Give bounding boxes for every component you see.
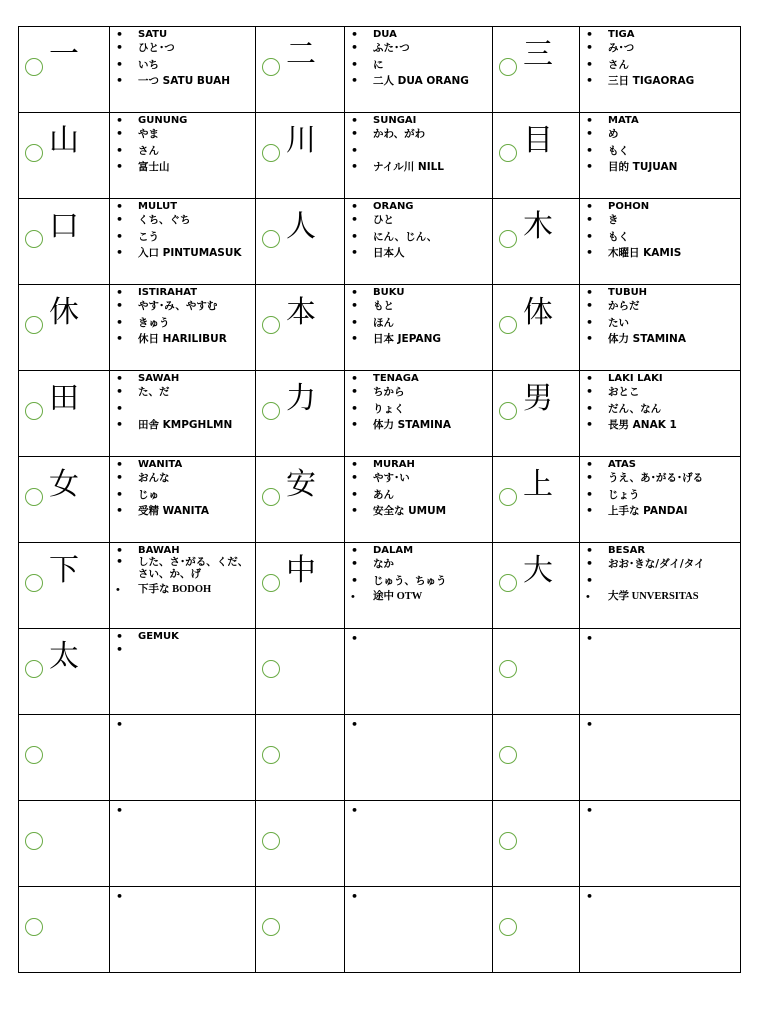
kanji-cell: [256, 457, 345, 543]
notes-cell: [580, 113, 741, 199]
meaning-text: [373, 889, 490, 906]
notes-list: [345, 715, 492, 734]
reading-text: • ひと･つ: [138, 40, 253, 57]
reading-text: • じょう: [608, 487, 738, 504]
reading-text: • じゅう、ちゅう: [373, 573, 490, 590]
kanji-character: 目: [523, 123, 553, 158]
meaning-text: [373, 803, 490, 820]
meaning-text: • TUBUH: [608, 287, 738, 298]
checkbox-circle-icon[interactable]: [25, 746, 43, 764]
reading-text: • 受精 WANITA: [138, 503, 253, 520]
checkbox-circle-icon[interactable]: [499, 316, 517, 334]
notes-list: [345, 629, 492, 648]
meaning-text: [138, 889, 253, 906]
notes-list: [580, 199, 740, 262]
notes-list: [580, 113, 740, 176]
kanji-cell: [256, 801, 345, 887]
reading-text: • いち: [138, 57, 253, 74]
kanji-character: 力: [286, 381, 316, 416]
reading-text: • 二人 DUA ORANG: [373, 73, 490, 90]
notes-cell: [110, 715, 256, 801]
notes-cell: [110, 285, 256, 371]
meaning-text: [138, 717, 253, 734]
kanji-cell: [256, 715, 345, 801]
reading-text: • 入口 PINTUMASUK: [138, 245, 253, 262]
meaning-text: • TIGA: [608, 29, 738, 40]
meaning-text: • BAWAH: [138, 545, 253, 556]
reading-text: • きゅう: [138, 315, 253, 332]
checkbox-circle-icon[interactable]: [499, 230, 517, 248]
meaning-text: • MURAH: [373, 459, 490, 470]
notes-cell: [580, 629, 741, 715]
checkbox-circle-icon[interactable]: [499, 918, 517, 936]
kanji-cell: [256, 199, 345, 285]
notes-cell: [345, 199, 493, 285]
reading-text: • おんな: [138, 470, 253, 487]
reading-text: • やす･み、やすむ: [138, 298, 253, 315]
reading-text: • 田舎 KMPGHLMN: [138, 417, 253, 434]
checkbox-circle-icon[interactable]: [25, 58, 43, 76]
notes-cell: [110, 887, 256, 973]
kanji-cell: [493, 371, 580, 457]
notes-cell: [345, 27, 493, 113]
notes-list: [110, 371, 255, 434]
notes-cell: [345, 457, 493, 543]
notes-list: [580, 285, 740, 348]
notes-cell: [580, 199, 741, 285]
reading-text: [608, 573, 738, 590]
meaning-text: • DUA: [373, 29, 490, 40]
notes-cell: [345, 543, 493, 629]
reading-text: • 富士山: [138, 159, 253, 176]
meaning-text: • SAWAH: [138, 373, 253, 384]
kanji-character: 人: [286, 209, 316, 244]
checkbox-circle-icon[interactable]: [262, 316, 280, 334]
reading-text: • 体力 STAMINA: [373, 417, 490, 434]
reading-text: [373, 143, 490, 160]
checkbox-circle-icon[interactable]: [262, 144, 280, 162]
checkbox-circle-icon[interactable]: [262, 402, 280, 420]
notes-list: [580, 801, 740, 820]
notes-cell: [110, 199, 256, 285]
notes-list: [580, 27, 740, 90]
notes-list: [110, 27, 255, 90]
notes-list: [345, 887, 492, 906]
notes-list: [110, 887, 255, 906]
kanji-character: 三: [523, 37, 553, 72]
checkbox-circle-icon[interactable]: [499, 574, 517, 592]
checkbox-circle-icon[interactable]: [25, 832, 43, 850]
kanji-cell: [493, 543, 580, 629]
kanji-worksheet-table: [18, 26, 741, 973]
notes-list: [345, 199, 492, 262]
notes-list: [345, 285, 492, 348]
reading-text: [138, 401, 253, 418]
notes-list: [110, 113, 255, 176]
checkbox-circle-icon[interactable]: [25, 144, 43, 162]
notes-list: [580, 715, 740, 734]
reading-text: • さん: [608, 57, 738, 74]
kanji-cell: [19, 457, 110, 543]
reading-text: • 大学 UNVERSITAS: [608, 589, 738, 606]
kanji-character: 木: [523, 209, 553, 244]
notes-cell: [580, 371, 741, 457]
reading-text: • た、だ: [138, 384, 253, 401]
reading-text: • 体力 STAMINA: [608, 331, 738, 348]
reading-text: • ほん: [373, 315, 490, 332]
meaning-text: • BESAR: [608, 545, 738, 556]
reading-text: • くち、ぐち: [138, 212, 253, 229]
kanji-cell: [256, 543, 345, 629]
meaning-text: • GUNUNG: [138, 115, 253, 126]
meaning-text: • WANITA: [138, 459, 253, 470]
kanji-cell: [256, 371, 345, 457]
reading-text: • した、さ･がる、くだ、さい、か、げ: [138, 556, 253, 582]
meaning-text: • SATU: [138, 29, 253, 40]
worksheet-row: [19, 887, 741, 973]
notes-cell: [580, 543, 741, 629]
reading-text: • からだ: [608, 298, 738, 315]
reading-text: • に: [373, 57, 490, 74]
notes-cell: [110, 543, 256, 629]
meaning-text: • BUKU: [373, 287, 490, 298]
notes-list: [110, 801, 255, 820]
kanji-cell: [19, 543, 110, 629]
reading-text: • 目的 TUJUAN: [608, 159, 738, 176]
worksheet-row: [19, 629, 741, 715]
reading-text: • ちから: [373, 384, 490, 401]
checkbox-circle-icon[interactable]: [262, 574, 280, 592]
reading-text: • やす･い: [373, 470, 490, 487]
notes-cell: [580, 285, 741, 371]
checkbox-circle-icon[interactable]: [499, 660, 517, 678]
kanji-character: 山: [49, 123, 79, 158]
reading-text: • おお･きな/ダイ/タイ: [608, 556, 738, 573]
kanji-cell: [493, 199, 580, 285]
notes-cell: [345, 715, 493, 801]
kanji-character: 男: [523, 381, 553, 416]
notes-list: [110, 457, 255, 520]
reading-text: • あん: [373, 487, 490, 504]
checkbox-circle-icon[interactable]: [499, 58, 517, 76]
worksheet-row: [19, 113, 741, 199]
kanji-character: 太: [49, 639, 79, 674]
meaning-text: [608, 717, 738, 734]
worksheet-row: [19, 285, 741, 371]
kanji-cell: [493, 457, 580, 543]
notes-list: [345, 27, 492, 90]
kanji-cell: [493, 27, 580, 113]
checkbox-circle-icon[interactable]: [262, 746, 280, 764]
checkbox-circle-icon[interactable]: [262, 660, 280, 678]
kanji-cell: [256, 285, 345, 371]
meaning-text: • ATAS: [608, 459, 738, 470]
reading-text: • だん、なん: [608, 401, 738, 418]
reading-text: • にん、じん、: [373, 229, 490, 246]
notes-cell: [345, 801, 493, 887]
notes-list: [345, 371, 492, 434]
checkbox-circle-icon[interactable]: [25, 230, 43, 248]
notes-cell: [345, 113, 493, 199]
reading-text: • こう: [138, 229, 253, 246]
notes-cell: [110, 371, 256, 457]
checkbox-circle-icon[interactable]: [25, 918, 43, 936]
checkbox-circle-icon[interactable]: [262, 488, 280, 506]
notes-list: [110, 199, 255, 262]
kanji-cell: [256, 887, 345, 973]
kanji-character: 川: [286, 123, 316, 158]
kanji-character: 下: [49, 553, 79, 588]
notes-cell: [580, 27, 741, 113]
checkbox-circle-icon[interactable]: [262, 832, 280, 850]
kanji-character: 本: [286, 295, 316, 330]
reading-text: • め: [608, 126, 738, 143]
notes-cell: [345, 887, 493, 973]
worksheet-body: [19, 27, 741, 973]
checkbox-circle-icon[interactable]: [25, 488, 43, 506]
kanji-cell: [19, 801, 110, 887]
reading-text: • もと: [373, 298, 490, 315]
worksheet-row: [19, 715, 741, 801]
reading-text: • もく: [608, 229, 738, 246]
worksheet-row: [19, 27, 741, 113]
worksheet-row: [19, 199, 741, 285]
kanji-character: 女: [49, 467, 79, 502]
meaning-text: • MATA: [608, 115, 738, 126]
notes-list: [110, 715, 255, 734]
checkbox-circle-icon[interactable]: [262, 58, 280, 76]
reading-text: • 日本 JEPANG: [373, 331, 490, 348]
worksheet-row: [19, 457, 741, 543]
notes-cell: [110, 629, 256, 715]
meaning-text: • LAKI LAKI: [608, 373, 738, 384]
checkbox-circle-icon[interactable]: [499, 488, 517, 506]
checkbox-circle-icon[interactable]: [262, 918, 280, 936]
notes-list: [110, 629, 255, 659]
reading-text: • やま: [138, 126, 253, 143]
worksheet-row: [19, 543, 741, 629]
meaning-text: • DALAM: [373, 545, 490, 556]
checkbox-circle-icon[interactable]: [25, 402, 43, 420]
notes-cell: [345, 629, 493, 715]
kanji-character: 二: [286, 37, 316, 72]
kanji-cell: [19, 887, 110, 973]
kanji-cell: [493, 113, 580, 199]
meaning-text: [373, 631, 490, 648]
kanji-character: 上: [523, 467, 553, 502]
reading-text: • ナイル川 NILL: [373, 159, 490, 176]
kanji-character: 田: [49, 381, 79, 416]
reading-text: • 休日 HARILIBUR: [138, 331, 253, 348]
checkbox-circle-icon[interactable]: [25, 316, 43, 334]
kanji-cell: [19, 715, 110, 801]
reading-text: • 三日 TIGAORAG: [608, 73, 738, 90]
meaning-text: [373, 717, 490, 734]
kanji-cell: [256, 629, 345, 715]
worksheet-row: [19, 801, 741, 887]
reading-text: • 日本人: [373, 245, 490, 262]
notes-list: [580, 629, 740, 648]
reading-text: • 上手な PANDAI: [608, 503, 738, 520]
kanji-character: 体: [523, 295, 553, 330]
kanji-cell: [493, 801, 580, 887]
kanji-character: 口: [49, 209, 79, 244]
reading-text: • 木曜日 KAMIS: [608, 245, 738, 262]
kanji-character: 休: [49, 295, 79, 330]
notes-list: [345, 113, 492, 176]
notes-cell: [110, 457, 256, 543]
checkbox-circle-icon[interactable]: [25, 574, 43, 592]
kanji-cell: [19, 371, 110, 457]
checkbox-circle-icon[interactable]: [262, 230, 280, 248]
checkbox-circle-icon[interactable]: [499, 832, 517, 850]
reading-text: • もく: [608, 143, 738, 160]
meaning-text: [138, 803, 253, 820]
reading-text: • 長男 ANAK 1: [608, 417, 738, 434]
notes-cell: [110, 113, 256, 199]
notes-list: [345, 543, 492, 606]
meaning-text: [608, 631, 738, 648]
meaning-text: • SUNGAI: [373, 115, 490, 126]
kanji-cell: [493, 629, 580, 715]
notes-cell: [345, 285, 493, 371]
reading-text: • 安全な UMUM: [373, 503, 490, 520]
notes-cell: [345, 371, 493, 457]
notes-list: [110, 285, 255, 348]
notes-cell: [580, 801, 741, 887]
notes-cell: [580, 457, 741, 543]
meaning-text: • ISTIRAHAT: [138, 287, 253, 298]
meaning-text: • TENAGA: [373, 373, 490, 384]
reading-text: • うえ、あ･がる･げる: [608, 470, 738, 487]
reading-text: • りょく: [373, 401, 490, 418]
notes-cell: [110, 801, 256, 887]
meaning-text: • ORANG: [373, 201, 490, 212]
kanji-cell: [19, 285, 110, 371]
reading-text: • ふた･つ: [373, 40, 490, 57]
checkbox-circle-icon[interactable]: [499, 402, 517, 420]
notes-cell: [580, 887, 741, 973]
kanji-character: 大: [523, 553, 553, 588]
kanji-cell: [256, 27, 345, 113]
reading-text: • かわ、がわ: [373, 126, 490, 143]
notes-list: [580, 371, 740, 434]
reading-text: • おとこ: [608, 384, 738, 401]
kanji-cell: [19, 113, 110, 199]
notes-list: [580, 887, 740, 906]
reading-text: • たい: [608, 315, 738, 332]
kanji-cell: [19, 199, 110, 285]
meaning-text: • GEMUK: [138, 631, 253, 642]
reading-text: • じゅ: [138, 487, 253, 504]
kanji-cell: [256, 113, 345, 199]
kanji-character: 中: [286, 553, 316, 588]
reading-text: • み･つ: [608, 40, 738, 57]
kanji-cell: [19, 27, 110, 113]
kanji-cell: [493, 887, 580, 973]
kanji-cell: [19, 629, 110, 715]
notes-cell: [580, 715, 741, 801]
notes-list: [345, 801, 492, 820]
checkbox-circle-icon[interactable]: [499, 144, 517, 162]
meaning-text: • POHON: [608, 201, 738, 212]
worksheet-row: [19, 371, 741, 457]
notes-list: [580, 543, 740, 606]
checkbox-circle-icon[interactable]: [499, 746, 517, 764]
checkbox-circle-icon[interactable]: [25, 660, 43, 678]
reading-text: • 途中 OTW: [373, 589, 490, 606]
kanji-character: 安: [286, 467, 316, 502]
notes-list: [580, 457, 740, 520]
reading-text: • き: [608, 212, 738, 229]
kanji-cell: [493, 715, 580, 801]
meaning-text: • MULUT: [138, 201, 253, 212]
reading-text: • さん: [138, 143, 253, 160]
meaning-text: [608, 889, 738, 906]
reading-text: • ひと: [373, 212, 490, 229]
kanji-character: 一: [49, 37, 79, 72]
kanji-cell: [493, 285, 580, 371]
meaning-text: [608, 803, 738, 820]
notes-cell: [110, 27, 256, 113]
notes-list: [345, 457, 492, 520]
reading-text: • 一つ SATU BUAH: [138, 73, 253, 90]
notes-list: [110, 543, 255, 599]
reading-text: • 下手な BODOH: [138, 582, 253, 599]
reading-text: [138, 642, 253, 659]
reading-text: • なか: [373, 556, 490, 573]
